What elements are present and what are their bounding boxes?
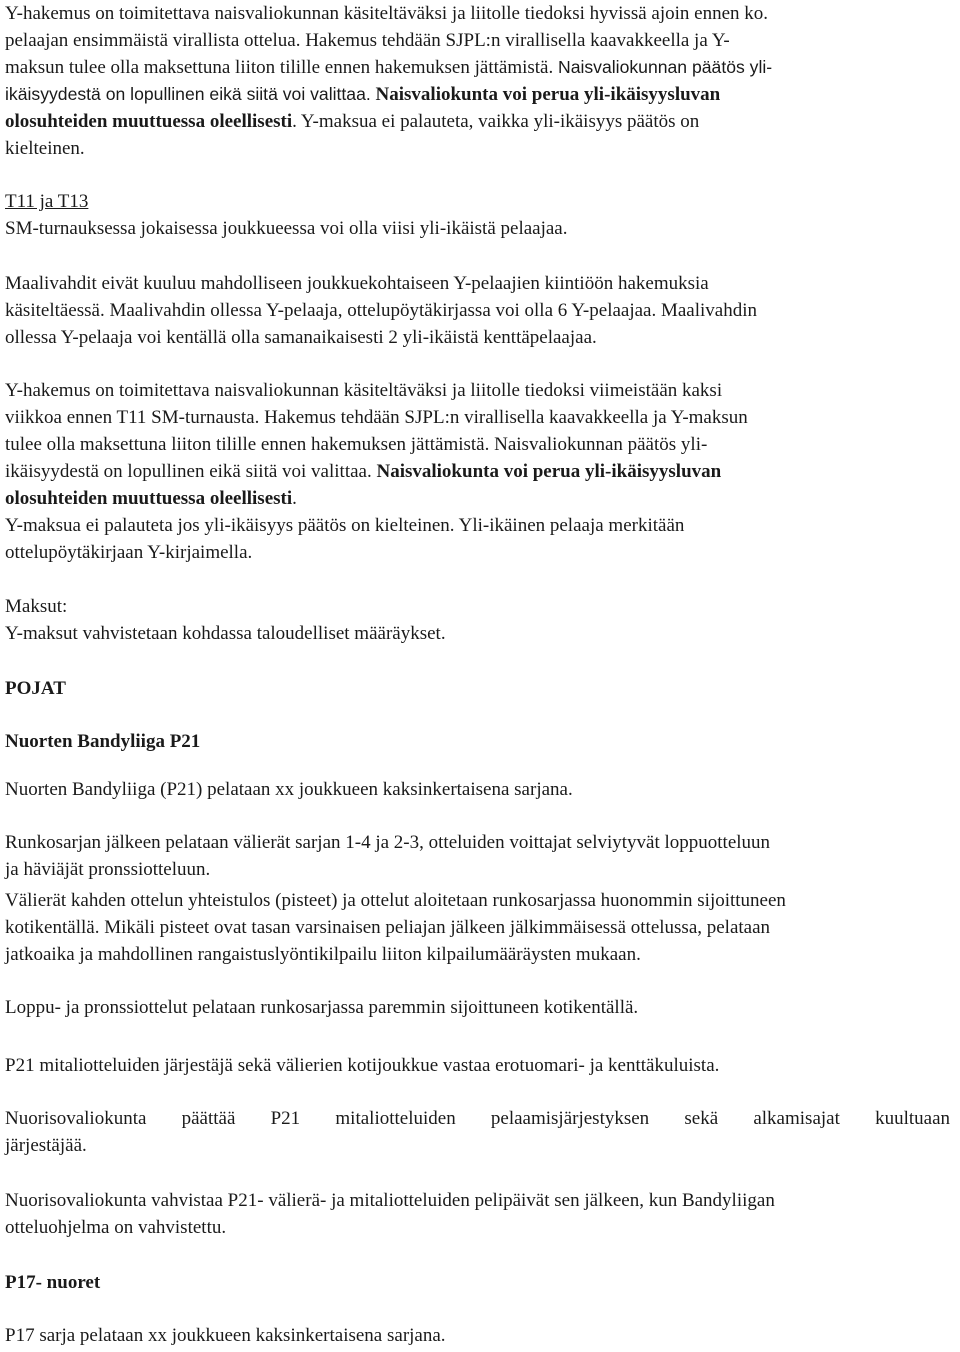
intro-cancel-b: olosuhteiden muuttuessa oleellisesti: [5, 111, 293, 132]
t11-t13-heading: T11 ja T13: [5, 191, 89, 212]
boys-section: [5, 675, 950, 702]
p21-p3-block: [5, 887, 950, 968]
intro-cancel-line-wrap: [5, 81, 950, 108]
p17-text: P17 sarja pelataan xx joukkueen kaksinkertaisena sarjana.: [5, 1325, 446, 1346]
intro-line-3: [5, 54, 950, 81]
goalkeepers-line-1: Maalivahdit eivät kuuluu mahdolliseen joukkuekohtaiseen Y-pelaajien kiintiöön hakemuksia: [5, 273, 709, 294]
p21-p1-block: [5, 776, 950, 803]
p21-p2-line-1: Runkosarjan jälkeen pelataan välierät sarjan 1-4 ja 2-3, otteluiden voittajat selviytyvät loppuotteluun: [5, 832, 771, 853]
application2-paragraph: [5, 377, 950, 566]
fees-label: Maksut:: [5, 596, 68, 617]
goalkeepers-line-3: ollessa Y-pelaaja voi kentällä olla samanaikaisesti 2 yli-ikäistä kenttäpelaajaa.: [5, 327, 597, 348]
t11-t13-text: SM-turnauksessa jokaisessa joukkueessa voi olla viisi yli-ikäistä pelaajaa.: [5, 218, 568, 239]
p21-p3-line-2: kotikentällä. Mikäli pisteet ovat tasan varsinaisen peliajan jälkeen jälkimmäisessä ottelussa, pelataan: [5, 917, 771, 938]
intro-line-3-text: maksun tulee olla maksettuna liiton tilille ennen hakemuksen jättämistä.: [5, 57, 554, 78]
application2-line-4b: Naisvaliokunta voi perua yli-ikäisyysluvan: [376, 461, 722, 482]
intro-line-2: pelaajan ensimmäistä virallista ottelua. Hakemus tehdään SJPL:n virallisella kaavakkeella ja Y-: [5, 30, 730, 51]
p17-text-block: [5, 1322, 950, 1349]
application2-line-5-wrap: olosuhteiden muuttuessa oleellisesti.: [5, 488, 297, 509]
intro-refund-b: kielteinen.: [5, 138, 85, 159]
intro-line-6: olosuhteiden muuttuessa oleellisesti. Y-maksua ei palauteta, vaikka yli-ikäisyys päätös on: [5, 111, 700, 132]
application2-line-6: Y-maksua ei palauteta jos yli-ikäisyys päätös on kielteinen. Yli-ikäinen pelaaja merkitään: [5, 515, 685, 536]
application2-line-1: Y-hakemus on toimitettava naisvaliokunnan käsiteltäväksi ja liitolle tiedoksi viimeistään kaksi: [5, 380, 723, 401]
p21-p6-line-2: järjestäjää.: [5, 1135, 87, 1156]
p21-p7-line-2: otteluohjelma on vahvistettu.: [5, 1217, 227, 1238]
p21-p2-block: [5, 829, 950, 883]
p21-p2-line-2: ja häviäjät pronssiotteluun.: [5, 859, 211, 880]
p17-heading-block: [5, 1269, 950, 1296]
intro-decision-b: ikäisyydestä on lopullinen eikä siitä voi valittaa.: [5, 84, 371, 104]
p21-p5: P21 mitaliotteluiden järjestäjä sekä välierien kotijoukkue vastaa erotuomari- ja kenttäkuluista.: [5, 1055, 720, 1076]
fees-text: Y-maksut vahvistetaan kohdassa taloudelliset määräykset.: [5, 623, 446, 644]
p21-p1: Nuorten Bandyliiga (P21) pelataan xx joukkueen kaksinkertaisena sarjana.: [5, 779, 573, 800]
p21-heading: Nuorten Bandyliiga P21: [5, 731, 201, 752]
fees-section: [5, 593, 950, 647]
goalkeepers-paragraph: [5, 270, 950, 351]
p21-p4: Loppu- ja pronssiottelut pelataan runkosarjassa paremmin sijoittuneen kotikentällä.: [5, 997, 639, 1018]
application2-line-3: tulee olla maksettuna liiton tilille ennen hakemuksen jättämistä. Naisvaliokunnan päätös yli-: [5, 434, 708, 455]
p21-p5-block: [5, 1052, 950, 1079]
intro-paragraph-cont: [5, 81, 950, 162]
boys-heading: POJAT: [5, 678, 66, 699]
application2-line-7: ottelupöytäkirjaan Y-kirjaimella.: [5, 542, 253, 563]
intro-refund-a: Y-maksua ei palauteta, vaikka yli-ikäisyys päätös on: [300, 111, 700, 132]
intro-cancel-a: Naisvaliokunta voi perua yli-ikäisyysluvan: [375, 84, 721, 105]
application2-line-5: olosuhteiden muuttuessa oleellisesti: [5, 488, 293, 509]
intro-decision-a: Naisvaliokunnan päätös yli-: [557, 57, 773, 77]
p21-p6-block: [5, 1105, 950, 1159]
p21-p3-line-3: jatkoaika ja mahdollinen rangaistuslyöntikilpailu liiton kilpailumääräysten mukaan.: [5, 944, 641, 965]
t11-t13-section: [5, 188, 950, 242]
application2-line-4: [5, 458, 950, 485]
application2-line-2: viikkoa ennen T11 SM-turnausta. Hakemus tehdään SJPL:n virallisella kaavakkeella ja Y-maksun: [5, 407, 748, 428]
p21-p4-block: [5, 994, 950, 1021]
p21-heading-block: [5, 728, 950, 755]
p21-p6-line-1: Nuorisovaliokunta päättää P21 mitaliotteluiden pelaamisjärjestyksen sekä alkamisajat kuultuaan: [5, 1108, 950, 1129]
p21-p3-line-1: Välierät kahden ottelun yhteistulos (pisteet) ja ottelut aloitetaan runkosarjassa huonommin sijoittuneen: [5, 890, 786, 911]
p21-p7-block: [5, 1187, 950, 1241]
goalkeepers-line-2: käsiteltäessä. Maalivahdin ollessa Y-pelaaja, ottelupöytäkirjassa voi olla 6 Y-pelaajaa. Maalivahdin: [5, 300, 758, 321]
p21-p7-line-1: Nuorisovaliokunta vahvistaa P21- välierä- ja mitaliotteluiden pelipäivät sen jälkeen, kun Bandyliigan: [5, 1190, 775, 1211]
p17-heading: P17- nuoret: [5, 1272, 101, 1293]
application2-line-4a: ikäisyydestä on lopullinen eikä siitä voi valittaa.: [5, 461, 372, 482]
intro-line-1: Y-hakemus on toimitettava naisvaliokunnan käsiteltäväksi ja liitolle tiedoksi hyvissä ajoin ennen ko.: [5, 3, 769, 24]
